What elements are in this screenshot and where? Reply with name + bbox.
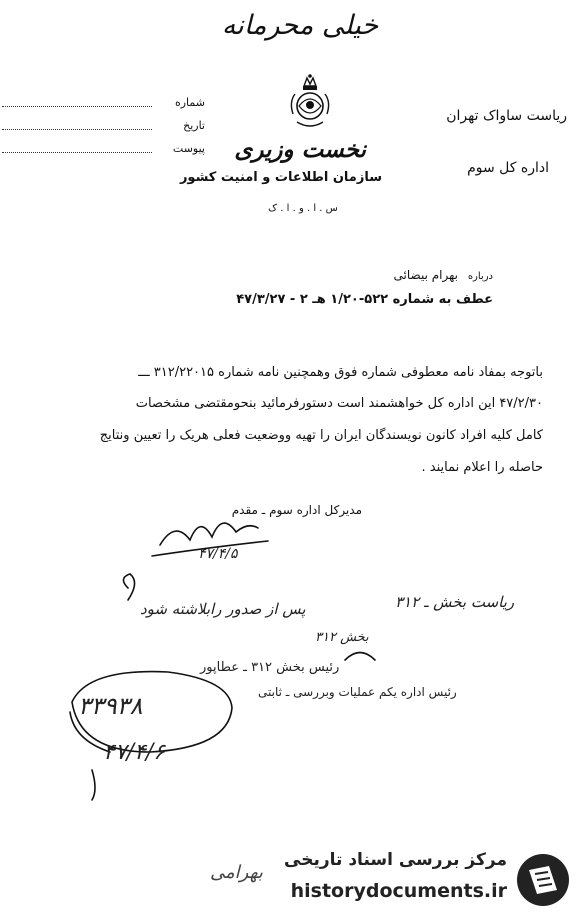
documents-center-logo-icon bbox=[515, 852, 571, 908]
meta-number-label: شماره bbox=[174, 96, 205, 109]
watermark-domain: historydocuments.ir bbox=[290, 880, 507, 902]
watermark-title: مرکز بررسی اسناد تاریخی bbox=[284, 850, 507, 870]
handwritten-note: پس از صدور رابلاشته شود bbox=[140, 600, 306, 618]
handwritten-date: ۴۷/۴/۵ bbox=[198, 546, 238, 562]
watermark bbox=[241, 848, 571, 912]
organization-code: س . ا . و . ا . ک bbox=[268, 203, 338, 214]
classification-stamp: خیلی محرمانه bbox=[221, 10, 379, 41]
reference-line: عطف به شماره ۵۲۲-۱/۲۰ هـ ۲ - ۴۷/۳/۲۷ bbox=[236, 292, 493, 307]
department-line: اداره کل سوم bbox=[467, 160, 549, 176]
handwritten-note: بهرامی bbox=[210, 862, 263, 883]
subject-label: درباره bbox=[467, 271, 493, 282]
handwritten-note: ریاست بخش ـ ۳۱۲ bbox=[395, 593, 515, 611]
recipient-line: ریاست ساواک تهران bbox=[446, 108, 567, 124]
body-line: حاصله را اعلام نمایند . bbox=[421, 460, 543, 475]
body-line: باتوجه بمفاد نامه معطوفی شماره فوق وهمچنین نامه شماره ۳۱۲/۲۲۰۱۵ ـــ bbox=[138, 365, 543, 380]
body-line: ۴۷/۲/۳۰ این اداره کل خواهشمند است دستورفرمائید بنحومقتضی مشخصات bbox=[135, 396, 543, 411]
ministry-name: نخست وزیری bbox=[234, 136, 366, 163]
body-line: کامل کلیه افراد کانون نویسندگان ایران را تهیه ووضعیت فعلی هریک را تعیین ونتایج bbox=[99, 428, 543, 443]
sender-signature-line: مدیرکل اداره سوم ـ مقدم bbox=[231, 503, 362, 517]
meta-date-label: تاریخ bbox=[183, 119, 205, 132]
referral-note: رئیس بخش ۳۱۲ ـ عطاپور bbox=[200, 660, 340, 675]
organization-name: سازمان اطلاعات و امنیت کشور bbox=[179, 170, 382, 185]
referral-note: رئیس اداره یکم عملیات وبررسی ـ ثابتی bbox=[258, 685, 457, 699]
handwritten-number: ۳۳۹۳۸ bbox=[78, 692, 143, 720]
subject-value: بهرام بیضائی bbox=[393, 268, 458, 282]
meta-attachment-label: پیوست bbox=[172, 142, 205, 155]
handwritten-note: بخش ۳۱۲ bbox=[315, 630, 369, 645]
handwritten-date: ۴۷/۴/۶ bbox=[103, 740, 166, 765]
